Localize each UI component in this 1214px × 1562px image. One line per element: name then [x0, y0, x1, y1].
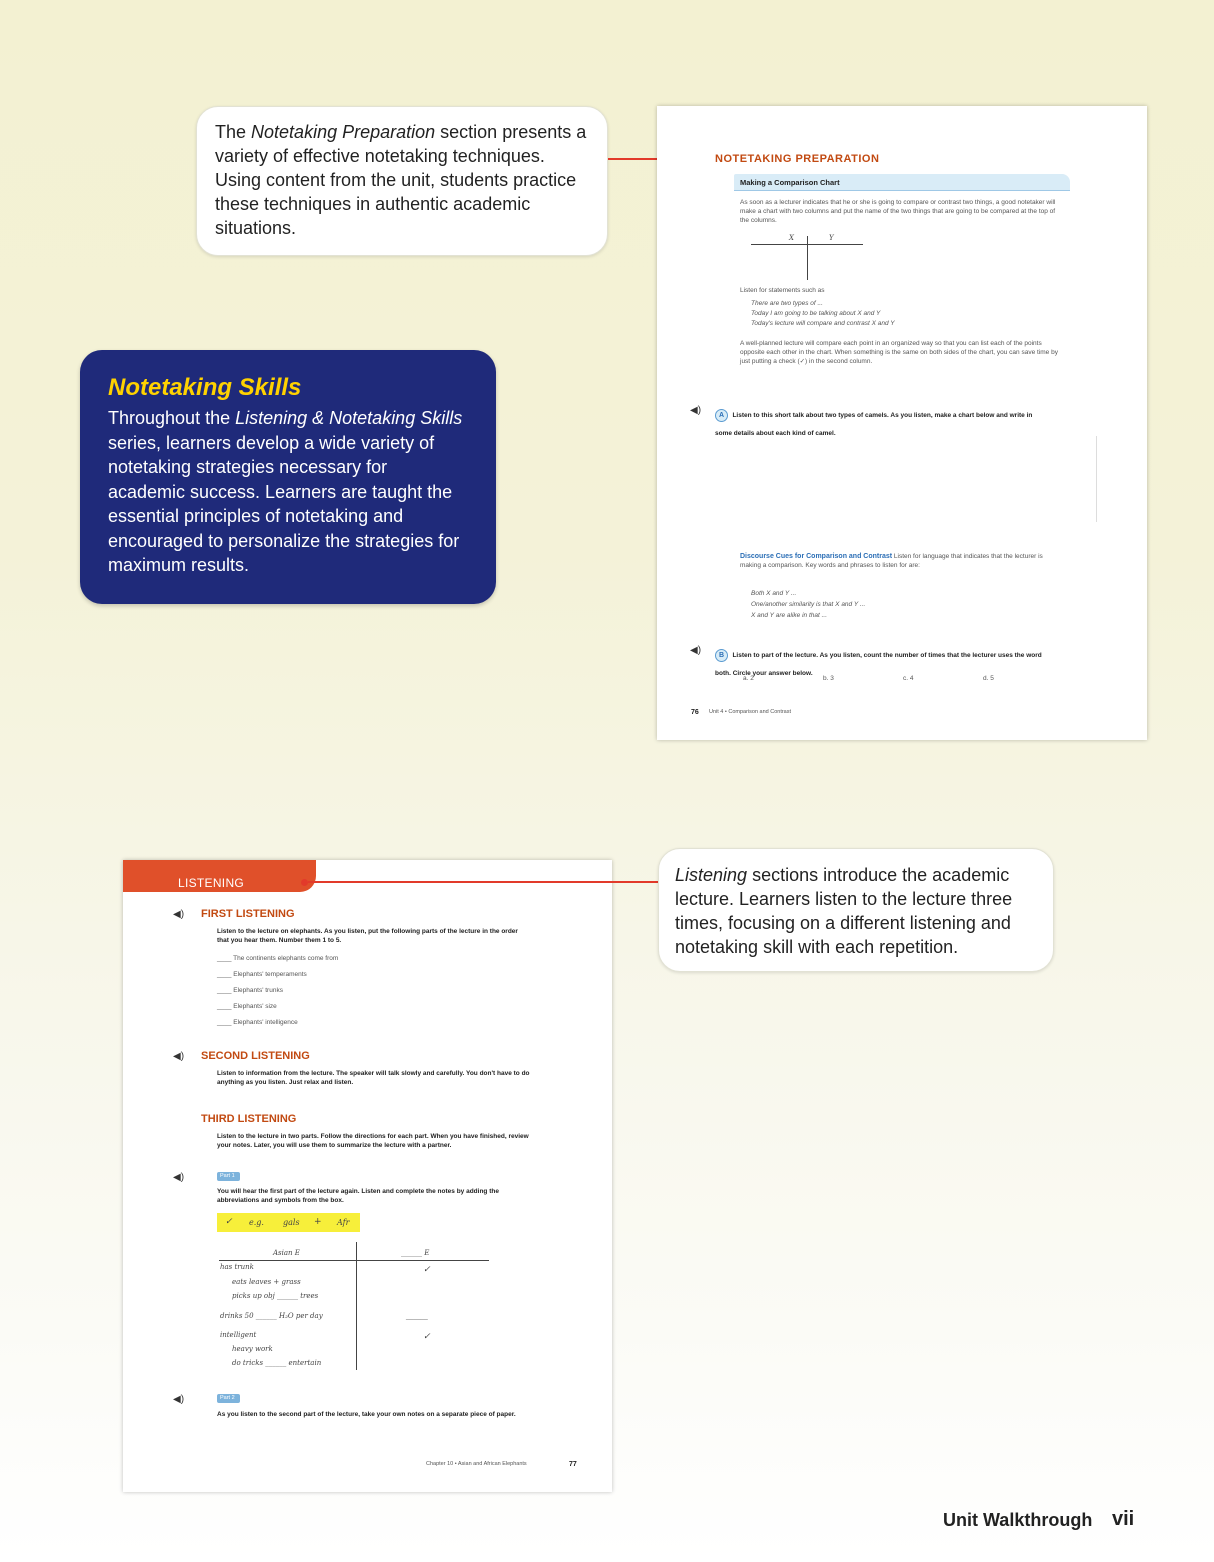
- second-listening-text: Listen to information from the lecture. The speaker will talk slowly and carefully. You don't have to do anything as you listen. Just relax and listen.: [217, 1070, 530, 1086]
- bar-title: Making a Comparison Chart: [734, 174, 1070, 191]
- first-listening-title: FIRST LISTENING: [201, 908, 295, 920]
- exercise-letter: A: [715, 409, 728, 422]
- order-item: ____ Elephants' intelligence: [217, 1019, 298, 1026]
- symbol: ✓: [225, 1217, 233, 1227]
- speaker-icon: ◀): [173, 909, 185, 920]
- check-mark: ✓: [423, 1332, 431, 1342]
- option: a. 2: [743, 675, 754, 682]
- check-mark: ✓: [423, 1265, 431, 1275]
- note-line: intelligent: [220, 1331, 257, 1339]
- statement: Today I am going to be talking about X and Y: [751, 310, 881, 317]
- walkthrough-page: vii: [1112, 1508, 1135, 1530]
- symbol-box: [217, 1213, 360, 1232]
- note-line: drinks 50 ______ H₂O per day: [220, 1312, 323, 1320]
- margin-rule: [1096, 436, 1097, 522]
- statement: There are two types of ...: [751, 300, 823, 307]
- note-line: has trunk: [220, 1263, 254, 1271]
- statement: Today's lecture will compare and contrast X and Y: [751, 320, 895, 327]
- intro-text: As soon as a lecturer indicates that he or she is going to compare or contrast two things, a good notetaker will make a chart with two columns and put the name of the two things that are going to be compared at the top of the columns.: [740, 199, 1056, 224]
- callout-italic: Notetaking Preparation: [251, 122, 436, 142]
- skills-title: Notetaking Skills: [108, 374, 302, 401]
- option: b. 3: [823, 675, 834, 682]
- second-listening-title: SECOND LISTENING: [201, 1050, 310, 1062]
- option: c. 4: [903, 675, 914, 682]
- exercise-letter: B: [715, 649, 728, 662]
- third-listening-text: Listen to the lecture in two parts. Follow the directions for each part. When you have finished, review your notes. Later, you will use them to summarize the lecture with a partner.: [217, 1133, 529, 1149]
- listening-callout: Listening sections introduce the academic lecture. Learners listen to the lecture three times, focusing on a different listening and notetaking skill with each repetition.: [658, 848, 1054, 972]
- notetaking-skills-box: [80, 350, 496, 604]
- speaker-icon: ◀): [173, 1051, 185, 1062]
- option: d. 5: [983, 675, 994, 682]
- exercise-a: A Listen to this short talk about two types of camels. As you listen, make a chart below and write in some details about each kind of camel.: [715, 404, 1045, 440]
- symbol: Afr: [337, 1218, 350, 1227]
- listen-for: Listen for statements such as: [740, 287, 825, 294]
- notes-rule: [219, 1260, 489, 1261]
- order-item: ____ The continents elephants come from: [217, 955, 339, 962]
- cue: One/another similarity is that X and Y ...: [751, 601, 866, 608]
- note-line: heavy work: [232, 1345, 273, 1353]
- chart-x-label: X: [789, 234, 794, 242]
- third-listening-title: THIRD LISTENING: [201, 1113, 297, 1125]
- exercise-b: B Listen to part of the lecture. As you listen, count the number of times that the lecturer uses the word both. Circle your answer below.: [715, 644, 1045, 680]
- symbol: e.g.: [249, 1218, 264, 1227]
- page-number: 77: [569, 1461, 577, 1468]
- callout-text: The: [215, 122, 252, 142]
- part1-label: Part 1: [217, 1172, 240, 1181]
- connector-line: [308, 881, 658, 883]
- note-line: eats leaves + grass: [232, 1278, 301, 1286]
- chart-y-label: Y: [829, 234, 834, 242]
- part2-text: As you listen to the second part of the lecture, take your own notes on a separate piece of paper.: [217, 1411, 516, 1418]
- connector-dot: [301, 879, 308, 886]
- part2-label: Part 2: [217, 1394, 240, 1403]
- wellplanned-text: A well-planned lecture will compare each point in an organized way so that you can list each of the points opposite each other in the chart. When something is the same on both sides of the chart, you can save time by just putting a check (✓) in the second column.: [740, 340, 1058, 365]
- order-item: ____ Elephants' size: [217, 1003, 277, 1010]
- note-line: do tricks ______ entertain: [232, 1359, 322, 1367]
- page-footer: Unit 4 • Comparison and Contrast: [709, 709, 792, 715]
- order-item: ____ Elephants' temperaments: [217, 971, 307, 978]
- page-footer: Chapter 10 • Asian and African Elephants: [426, 1461, 527, 1467]
- symbol: +: [314, 1217, 322, 1227]
- notes-left-head: Asian E: [273, 1249, 300, 1257]
- cue: X and Y are alike in that ...: [751, 612, 828, 619]
- walkthrough-label: Unit Walkthrough: [943, 1510, 1093, 1530]
- symbol: gals: [283, 1218, 300, 1227]
- first-listening-text: Listen to the lecture on elephants. As you listen, put the following parts of the lecture in the order that you hear them. Number them 1 to 5.: [217, 928, 518, 944]
- blank-line: ______: [406, 1313, 428, 1320]
- page-76-thumbnail: [657, 106, 1147, 740]
- cue: Both X and Y ...: [751, 590, 797, 597]
- page-77-thumbnail: [123, 860, 612, 1492]
- notes-right-head: ______ E: [401, 1249, 430, 1257]
- skills-body: Throughout the Listening & Notetaking Skills series, learners develop a wide variety of notetaking strategies necessary for academic success. Learners are taught the essential principles of notetaking and encouraged to personalize the strategies for maximum results.: [108, 408, 463, 575]
- part1-text: You will hear the first part of the lecture again. Listen and complete the notes by adding the abbreviations and symbols from the box.: [217, 1188, 499, 1204]
- speaker-icon: ◀): [690, 645, 702, 656]
- note-line: picks up obj ______ trees: [232, 1292, 319, 1300]
- speaker-icon: ◀): [690, 405, 702, 416]
- discourse-cues: Discourse Cues for Comparison and Contrast Listen for language that indicates that the lecturer is making a comparison. Key words and phrases to listen for are:: [740, 553, 1043, 569]
- chart-divider: [807, 236, 808, 280]
- notetaking-prep-callout: [196, 106, 608, 256]
- listening-tab: LISTENING: [123, 860, 316, 892]
- callout-text: section presents a variety of effective notetaking techniques. Using content from the unit, students practice these techniques in authentic academic situations.: [215, 122, 587, 238]
- section-title: NOTETAKING PREPARATION: [715, 153, 880, 165]
- page-number: 76: [691, 709, 699, 716]
- speaker-icon: ◀): [173, 1172, 185, 1183]
- order-item: ____ Elephants' trunks: [217, 987, 283, 994]
- notes-divider: [356, 1242, 357, 1370]
- speaker-icon: ◀): [173, 1394, 185, 1405]
